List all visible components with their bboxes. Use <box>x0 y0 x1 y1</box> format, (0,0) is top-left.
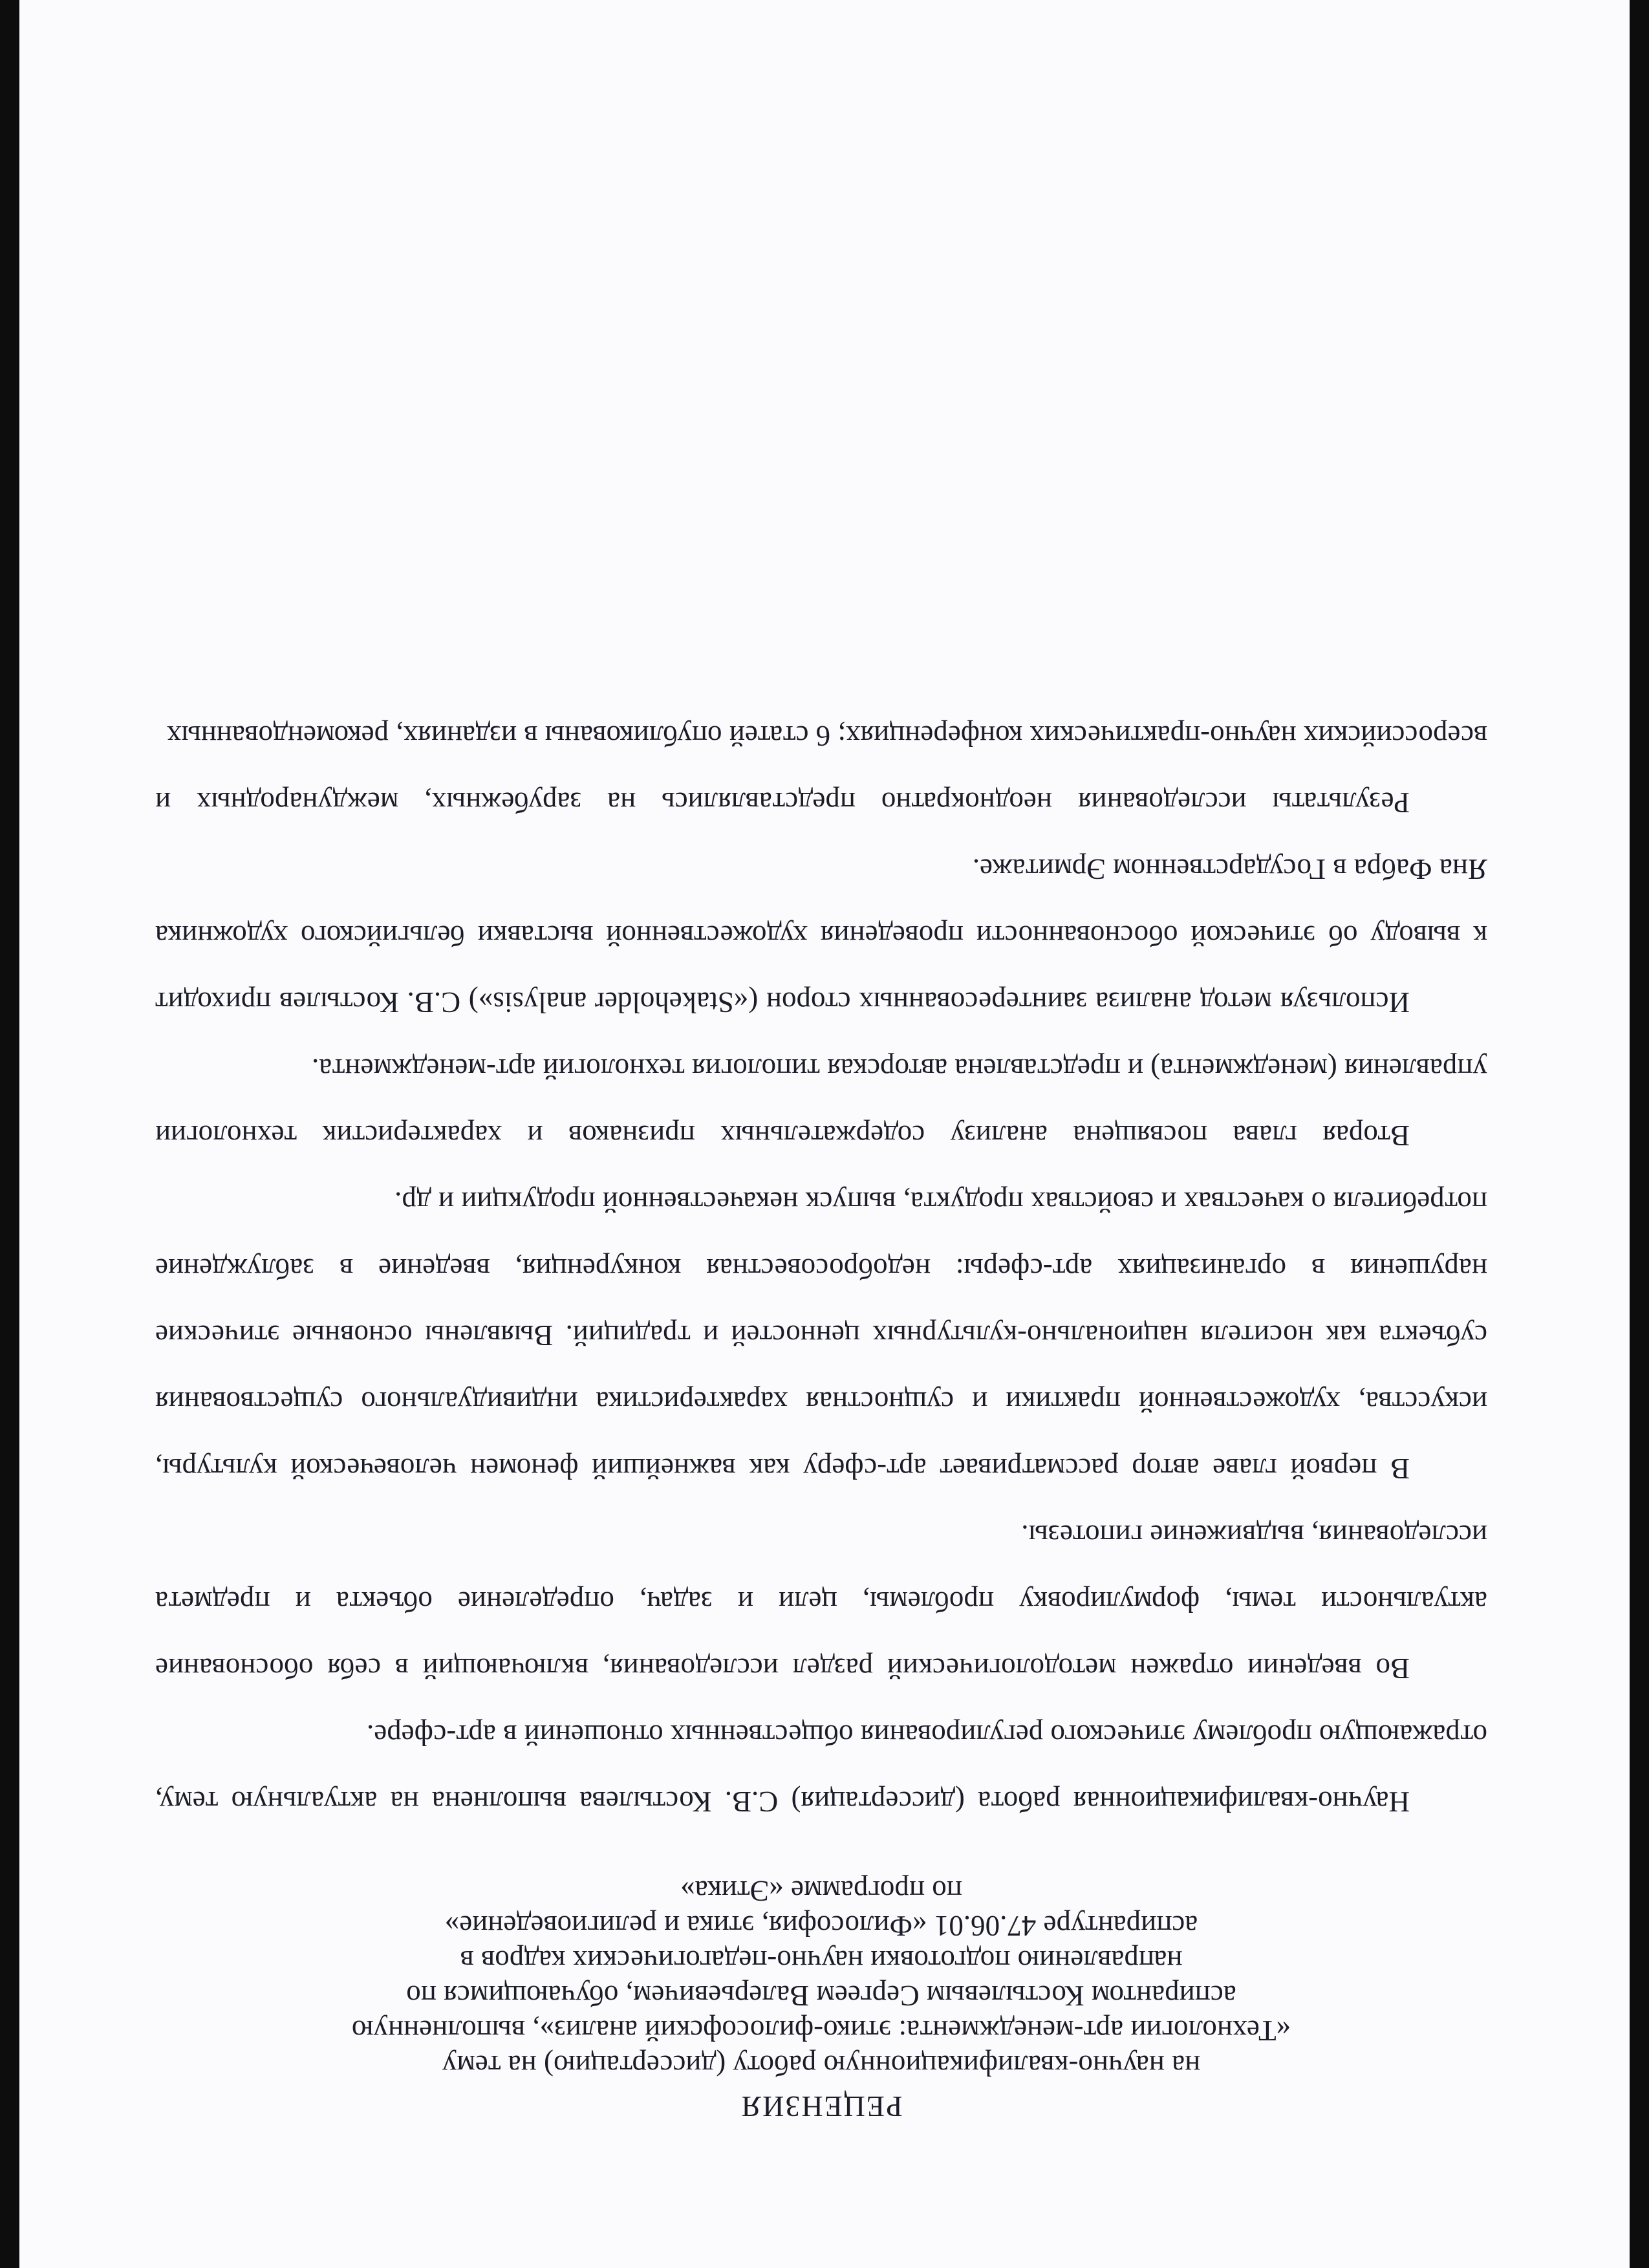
paragraph-chapter-one: В первой главе автор рассматривает арт-сферу как важнейший феномен человеческой культуры, искусства, художественной практики и сущностная характеристика индивидуального существования субъекта как носителя национально-культурных ценностей и традиций. Выявлены основные этические нарушения в организациях арт-сферы: недобросовестная конкуренция, введение в заблуждение потребителя о качествах и свойствах продукта, выпуск некачественной продукции и др. <box>155 1186 1487 1485</box>
subtitle-line: направлению подготовки научно-педагогических кадров в <box>460 1945 1183 1977</box>
subtitle-line: аспирантуре 47.06.01 «Философия, этика и религиоведение» <box>444 1910 1198 1942</box>
paragraph-introduction-section: Во введении отражен методологический раздел исследования, включающий в себя обоснование актуальности темы, формулировку проблемы, цели и задач, определение объекта и предмета исследования, выдвижение гипотезы. <box>155 1519 1487 1685</box>
document-title: РЕЦЕНЗИЯ <box>740 2090 903 2123</box>
paragraph-intro: Научно-квалификационная работа (диссертация) С.В. Костылева выполнена на актуальную тему, отражающую проблему этического регулирования общественных отношений в арт-сфере. <box>155 1719 1487 1818</box>
subtitle-line: аспирантом Костылевым Сергеем Валерьевичем, обучающимся по <box>406 1980 1236 2012</box>
paragraph-results: Результаты исследования неоднократно представлялись на зарубежных, международных и всероссийских научно-практических конференциях; 6 статей опубликованы в изданиях, рекомендованных <box>155 720 1487 819</box>
paragraph-stakeholder-analysis: Используя метод анализа заинтересованных сторон («Stakeholder analysis») С.В. Костылев приходит к выводу об этической обоснованности проведения художественной выставки бельгийского художника Яна Фабра в Государственном Эрмитаже. <box>155 853 1487 1019</box>
document-content <box>155 702 1487 2126</box>
subtitle-line: по программе «Этика» <box>680 1875 962 1907</box>
document-subtitle <box>155 1874 1487 2083</box>
paragraph-chapter-two: Вторая глава посвящена анализу содержательных признаков и характеристик технологии управления (менеджмента) и представлена авторская типология технологий арт-менеджмента. <box>155 1053 1487 1152</box>
subtitle-line: на научно-квалификационную работу (диссертацию) на тему <box>442 2049 1201 2082</box>
subtitle-line: «Технологии арт-менеджмента: этико-философский анализ», выполненную <box>351 2014 1291 2047</box>
